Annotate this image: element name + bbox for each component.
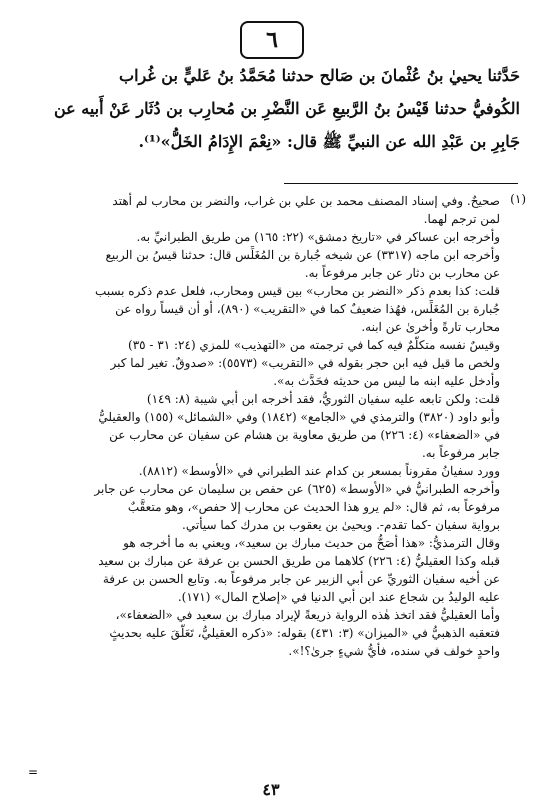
- footnote-line: قلت: كذا بعدم ذكر «النضر بن محارب» بين قيس ومحارب، فلعل عدم ذكره بسبب: [95, 284, 500, 298]
- footnote-line: لمن ترجم لهما.: [423, 212, 500, 226]
- page-number: ٤٣: [262, 780, 280, 799]
- footnote-line: وأخرجه ابن ماجه (٣٣١٧) عن شيخه جُبارة بن المُغَلِّس قال: حدثنا قيسُ بن الربيع: [105, 248, 500, 262]
- hadith-text: [20, 66, 520, 165]
- footnote-line: جابر مرفوعاً به.: [421, 446, 500, 460]
- footnote-line: وأخرجه ابن عساكر في «تاريخ دمشق» (٢٢: ١٦٥) من طريق الطبرانيِّ به.: [136, 230, 500, 244]
- hadith-number: ٦: [266, 27, 278, 53]
- footnote-line: برواية سفيان -كما تقدم-. ويحيىٰ بن يعقوب بن مدرك كما سيأتي.: [182, 518, 500, 532]
- footnote-line: وأما العقيليُّ فقد اتخذ هٰذه الرواية ذريعةً لإيراد مبارك بن سعيد في «الضعفاء»،: [115, 608, 500, 622]
- footnote-line: وورد سفيانُ مقروناً بمسعر بن كدام عند الطبراني في «الأوسط» (٨٨١٢).: [138, 464, 500, 478]
- hadith-line: الكُوفيُّ حدثنا قَيْسُ بنُ الرَّبيعِ عَن النَّضْرِ بن مُحارِب بن دُثَار عَنْ أَبيه عن: [53, 99, 520, 118]
- footnote-marker: (١): [510, 192, 526, 206]
- footnote-divider: [284, 183, 518, 184]
- footnote-line: قلت: ولكن تابعه عليه سفيان الثوريُّ، فقد أخرجه ابن أبي شيبة (٨: ١٤٩): [146, 392, 500, 406]
- footnote-line: وقيسٌ نفسه متكلَّمٌ فيه كما في ترجمته من «التهذيب» للمزي (٢٤: ٣١ - ٣٥): [128, 338, 500, 352]
- footnote-line: عن محارب بن دثار عن جابر مرفوعاً به.: [304, 266, 500, 280]
- footnote-line: صحيحٌ. وفي إسناد المصنف محمد بن علي بن غراب، والنضر بن محارب لم أهتد: [112, 194, 500, 208]
- footnote-line: فتعقبه الذهبيُّ في «الميزان» (٣: ٤٣١) بقوله: «ذكره العقيليُّ، تَعَلَّقَ عليه بحديثٍ: [109, 626, 500, 640]
- hadith-number-box: [240, 21, 304, 59]
- footnote-line: مرفوعاً به، ثم قال: «لم يرو هذا الحديث عن محارب إلا حفص»، وهو متعقَّبٌ: [127, 500, 500, 514]
- footnote-line: عن أخيه سفيان الثوريِّ عن أبي الزبير عن جابر مرفوعاً به. وتابع الحسن بن عرفة: [102, 572, 500, 586]
- footnote-line: وقال الترمذيُّ: «هذا أصَحُّ من حديث مبارك بن سعيد»، ويعني به ما أخرجه هو: [123, 536, 500, 550]
- footnote-line: محارب تارةً وأخرىٰ عن ابنه.: [361, 320, 500, 334]
- hadith-line: حَدَّثنا يحييٰ بنُ عُثْمانَ بن صَالح حدثنا مُحَمَّدُ بنُ عَليٍّ بن غُراب: [119, 66, 520, 85]
- continuation-mark: =: [28, 765, 39, 779]
- footnote-line: وأخرجه الطبرانيُّ في «الأوسط» (٦٢٥) عن حفص بن سليمان عن محارب عن جابر: [94, 482, 500, 496]
- footnote-line: جُبارة بن المُغَلِّس، فهُذا ضعيفٌ كما في «التقريب» (٨٩٠)، أو أن قيساً رواه عن: [115, 302, 500, 316]
- footnote-line: عليه الوليدُ بن شجاع عند ابن أبي الدنيا في «إصلاح المال» (١٧١).: [177, 590, 500, 604]
- footnote-line: وأدخل عليه ابنه ما ليس من حديثه فحَدَّث به».: [273, 374, 500, 388]
- footnote-line: في «الضعفاء» (٤: ٢٢٦) من طريق معاوية بن هشام عن سفيان عن محارب عن: [109, 428, 500, 442]
- footnotes: [18, 192, 500, 660]
- footnote-line: واحدٍ خولف في سنده، فأَيُّ شيءٍ جرىٰ؟!».: [288, 644, 500, 658]
- footnote-line: قبله وكذا العقيليُّ (٤: ٢٢٦) كلاهما من طريق الحسن بن عرفة عن مبارك بن سعيد: [98, 554, 500, 568]
- hadith-line: جَابِرِ بن عَبْدِ الله عن النبيِّ ﷺ قال: «نِعْمَ الإِدَامُ الخَلُّ»⁽¹⁾.: [138, 132, 520, 151]
- footnote-line: ولخص ما قيل فيه ابن حجر بقوله في «التقريب» (٥٥٧٣): «صدوقٌ. تغير لما كبر: [110, 356, 500, 370]
- footnote-line: وأبو داود (٣٨٢٠) والترمذي في «الجامع» (١٨٤٢) وفي «الشمائل» (١٥٥) والعقيليُّ: [98, 410, 500, 424]
